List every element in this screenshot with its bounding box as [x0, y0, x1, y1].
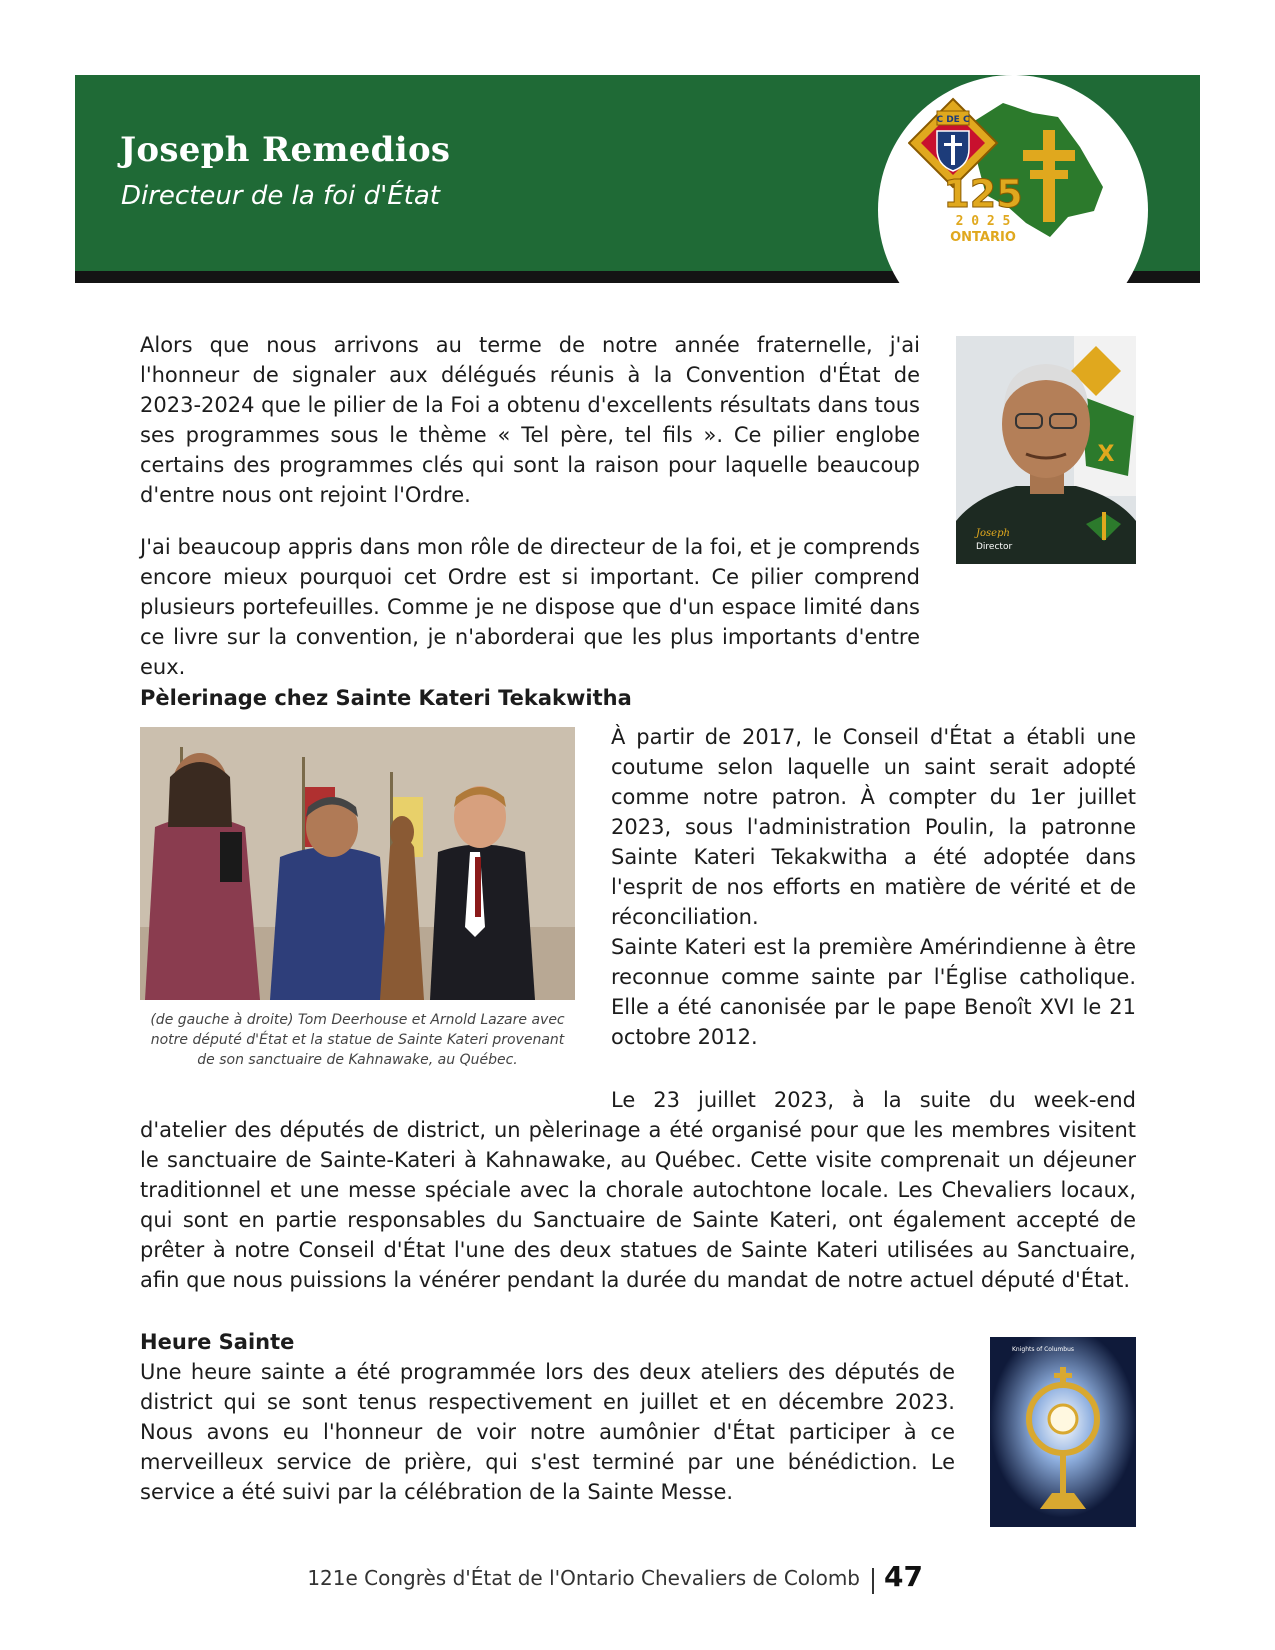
portrait-photo: [956, 336, 1136, 564]
intro-paragraph-2: J'ai beaucoup appris dans mon rôle de directeur de la foi, et je comprends encore mieux pourquoi cet Ordre est si important. Ce pilier comprend plusieurs portefeuilles. Comme je ne dispose que d'un espace limité dans ce livre sur la convention, je n'aborderai que les plus importants d'entre eux.: [140, 535, 920, 679]
kateri-group-photo: [140, 727, 575, 1000]
booklet-brand-text: Knights of Columbus: [1012, 1346, 1075, 1353]
kateri-paragraph-3: Le 23 juillet 2023, à la suite du week-end d'atelier des députés de district, un pèlerinage a été organisé pour que les membres visitent le sanctuaire de Sainte-Kateri à Kahnawake, au Québec. Cette visite comprenait un déjeuner traditionnel et une messe spéciale avec la chorale autochtone locale. Les Chevaliers locaux, qui sont en partie responsables du Sanctuaire de Sainte Kateri, ont également accepté de prêter à notre Conseil d'État l'une des deux statues de Sainte Kateri utilisées au Sanctuaire, afin que nous puissions la vénérer pendant la durée du mandat de notre actuel député d'État.: [140, 1088, 1136, 1292]
heure-sainte-paragraph: Une heure sainte a été programmée lors des deux ateliers des députés de district qui se sont tenus respectivement en juillet et en décembre 2023. Nous avons eu l'honneur de voir notre aumônier d'État participer à ce merveilleux service de prière, qui s'est terminé par une bénédiction. Le service a été suivi par la célébration de la Sainte Messe.: [140, 1360, 955, 1504]
logo-region: ONTARIO: [950, 230, 1016, 245]
group-photo-illustration: [140, 727, 575, 1000]
page-number: 47: [884, 1560, 923, 1593]
footer-separator: [872, 1568, 874, 1594]
logo-number: 125: [943, 172, 1023, 216]
svg-text:X: X: [1097, 442, 1115, 467]
kateri-paragraph-2: Sainte Kateri est la première Amérindienne à être reconnue comme sainte par l'Église catholique. Elle a été canonisée par le pape Benoît XVI le 21 octobre 2012.: [611, 935, 1136, 1049]
kateri-paragraph-1: À partir de 2017, le Conseil d'État a établi une coutume selon laquelle un saint serait adopté comme notre patron. À compter du 1er juillet 2023, sous l'administration Poulin, la patronne Sainte Kateri Tekakwitha a été adoptée dans l'esprit de nos efforts en matière de vérité et de réconciliation.: [611, 725, 1136, 929]
intro-paragraph-1: Alors que nous arrivons au terme de notre année fraternelle, j'ai l'honneur de signaler aux délégués réunis à la Convention d'État de 2023-2024 que le pilier de la Foi a obtenu d'excellents résultats dans tous ses programmes sous le thème « Tel père, tel fils ». Ce pilier englobe certains des programmes clés qui sont la raison pour laquelle beaucoup d'entre nous ont rejoint l'Ordre.: [140, 333, 920, 507]
portrait-illustration: [956, 336, 1136, 564]
section-heading-heure-sainte: Heure Sainte: [140, 1330, 295, 1354]
logo-emblem-text: C DE C: [936, 115, 970, 125]
author-name: Joseph Remedios: [120, 130, 451, 170]
footer-publication: 121e Congrès d'État de l'Ontario Chevaliers de Colomb: [307, 1566, 860, 1590]
author-role: Directeur de la foi d'État: [121, 181, 440, 211]
holy-hour-booklet-image: [990, 1337, 1136, 1527]
portrait-shirt-title: Director: [976, 542, 1013, 552]
portrait-shirt-name: Joseph: [976, 528, 1010, 539]
monstrance-illustration: [990, 1337, 1136, 1527]
section-heading-kateri: Pèlerinage chez Sainte Kateri Tekakwitha: [140, 686, 632, 710]
logo-year: 2 0 2 5: [955, 214, 1011, 229]
kofc-125-ontario-logo: [908, 95, 1118, 255]
kateri-photo-caption: (de gauche à droite) Tom Deerhouse et Arnold Lazare avec notre député d'État et la statue de Sainte Kateri provenant de son sanctuaire de Kahnawake, au Québec.: [150, 1012, 565, 1068]
